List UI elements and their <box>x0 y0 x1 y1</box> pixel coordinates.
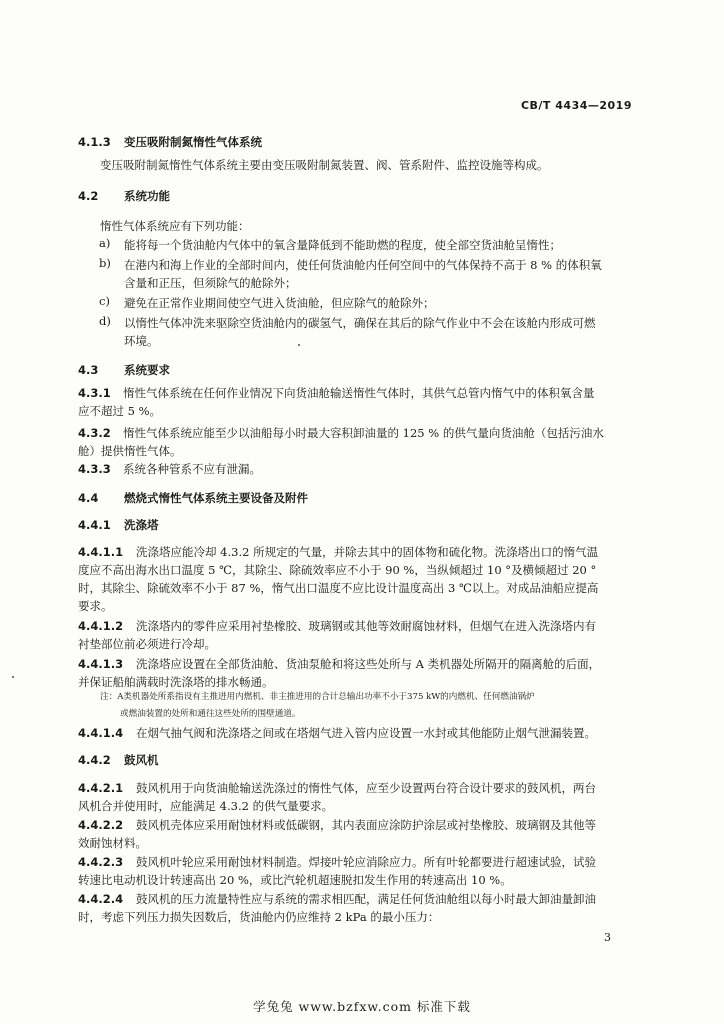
footer-watermark: 学兔兔 www.bzfxw.com 标准下载 <box>253 999 471 1014</box>
clause-4-4-2-2 <box>78 816 596 834</box>
heading-title: 洗涤塔 <box>124 518 159 532</box>
clause-text: 系统各种管系不应有泄漏。 <box>123 462 261 476</box>
clause-text: 惰性气体系统在任何作业情况下向货油舱输送惰性气体时，其供气总管内惰气中的体积氧含量 <box>123 386 595 400</box>
heading-4-2 <box>78 188 170 204</box>
clause-4-4-1-2 <box>78 617 596 635</box>
clause-text: 转速比电动机设计转速高出 20 %，或比汽轮机超速脱扣发生作用的转速高出 10 %。 <box>78 873 512 887</box>
clause-number: 4.3.2 <box>78 426 111 440</box>
list-item-text: 含量和正压，但须除气的舱除外； <box>124 276 297 290</box>
heading-number: 4.4 <box>78 491 99 505</box>
heading-title: 系统功能 <box>124 189 170 203</box>
note <box>100 689 535 705</box>
clause-number: 4.4.1.2 <box>78 619 124 633</box>
clause-text: 洗涤塔应能冷却 4.3.2 所规定的气量，并除去其中的固体物和硫化物。洗涤塔出口的惰气温 <box>136 545 599 559</box>
clause-4-4-2-1 <box>78 779 596 797</box>
heading-title: 系统要求 <box>124 363 170 377</box>
clause-4-4-1-3 <box>78 655 600 673</box>
clause-number: 4.4.2.3 <box>78 855 124 869</box>
clause-number: 4.4.1.4 <box>78 726 124 740</box>
standard-number: CB/T 4434—2019 <box>520 99 632 112</box>
scan-speck <box>12 676 14 678</box>
clause-4-4-1-1 <box>78 543 598 561</box>
clause-text: 洗涤塔应设置在全部货油舱、货油泵舱和将这些处所与 A 类机器处所隔开的隔离舱的后面， <box>136 657 601 671</box>
clause-number: 4.4.2.2 <box>78 818 124 832</box>
page-number: 3 <box>604 931 611 944</box>
clause-text: 要求。 <box>78 599 113 613</box>
clause-text: 应不超过 5 %。 <box>78 404 162 418</box>
clause-text: 惰性气体系统应能至少以油船每小时最大容积卸油量的 125 % 的供气量向货油舱（包括污油水 <box>123 426 604 440</box>
clause-text: 风机合并使用时，应能满足 4.3.2 的供气量要求。 <box>78 799 334 813</box>
list-label: d) <box>99 314 111 328</box>
paragraph: 惰性气体系统应有下列功能： <box>100 219 250 233</box>
clause-text: 时，其除尘、除硫效率不小于 87 %，惰气出口温度不应比设计温度高出 3 ℃以上。对成品油船应提高 <box>78 581 599 595</box>
clause-text: 洗涤塔内的零件应采用衬垫橡胶、玻璃钢或其他等效耐腐蚀材料，但烟气在进入洗涤塔内有 <box>136 619 596 633</box>
clause-number: 4.4.2.4 <box>78 892 124 906</box>
clause-text: 鼓风机用于向货油舱输送洗涤过的惰性气体，应至少设置两台符合设计要求的鼓风机，两台 <box>136 781 596 795</box>
list-item-text: 能将每一个货油舱内气体中的氧含量降低到不能助燃的程度，使全部空货油舱呈惰性； <box>124 238 561 252</box>
list-item-text: 以惰性气体冲洗来驱除空货油舱内的碳氢气，确保在其后的除气作业中不会在该舱内形成可燃 <box>124 316 596 330</box>
note-label: 注： <box>100 692 118 702</box>
clause-text: 舱）提供惰性气体。 <box>78 444 182 458</box>
clause-text: 并保证船舶满载时洗涤塔的排水畅通。 <box>78 675 274 689</box>
heading-title: 鼓风机 <box>124 753 159 767</box>
clause-4-3-3 <box>78 460 261 478</box>
clause-4-3-1 <box>78 384 595 402</box>
clause-number: 4.4.1.1 <box>78 545 124 559</box>
list-label: a) <box>99 236 111 250</box>
clause-text: 度应不高出海水出口温度 5 ℃，其除尘、除硫效率应不小于 90 %，当纵倾超过 10 °及横倾超过 20 ° <box>78 563 597 577</box>
heading-4-4 <box>78 490 308 506</box>
note-text: 或燃油装置的处所和通往这些处所的围壁通道。 <box>120 709 301 719</box>
heading-4-3 <box>78 362 170 378</box>
list-item-text: 避免在正常作业期间使空气进入货油舱，但应除气的舱除外； <box>124 296 435 310</box>
clause-4-3-2 <box>78 424 604 442</box>
heading-4-1-3 <box>78 134 262 150</box>
clause-number: 4.3.3 <box>78 462 111 476</box>
note-text: A类机器处所系指设有主推进用内燃机、非主推进用的合计总输出功率不小于375 kW的内燃机、任何燃油锅炉 <box>117 692 535 702</box>
clause-text: 衬垫部位前必须进行冷却。 <box>78 637 216 651</box>
scan-speck <box>298 344 300 346</box>
heading-4-4-1 <box>78 517 159 533</box>
clause-4-4-1-4 <box>78 724 596 742</box>
heading-title: 变压吸附制氮惰性气体系统 <box>124 135 262 149</box>
heading-number: 4.2 <box>78 189 99 203</box>
clause-text: 鼓风机叶轮应采用耐蚀材料制造。焊接叶轮应消除应力。所有叶轮都要进行超速试验，试验 <box>136 855 596 869</box>
list-label: b) <box>99 256 111 270</box>
paragraph: 变压吸附制氮惰性气体系统主要由变压吸附制氮装置、阀、管系附件、监控设施等构成。 <box>100 158 549 172</box>
clause-text: 鼓风机壳体应采用耐蚀材料或低碳钢，其内表面应涂防护涂层或衬垫橡胶、玻璃钢及其他等 <box>136 818 596 832</box>
list-item-text: 在港内和海上作业的全部时间内，使任何货油舱内任何空间中的气体保持不高于 8 % 的体积氧 <box>124 258 602 272</box>
clause-4-4-2-3 <box>78 853 596 871</box>
clause-text: 鼓风机的压力流量特性应与系统的需求相匹配，满足任何货油舱组以每小时最大卸油量卸油 <box>136 892 596 906</box>
clause-number: 4.4.1.3 <box>78 657 124 671</box>
clause-number: 4.4.2.1 <box>78 781 124 795</box>
heading-number: 4.1.3 <box>78 135 111 149</box>
list-item-text: 环境。 <box>124 334 159 348</box>
heading-number: 4.3 <box>78 363 99 377</box>
heading-title: 燃烧式惰性气体系统主要设备及附件 <box>124 491 308 505</box>
clause-text: 效耐蚀材料。 <box>78 836 147 850</box>
clause-number: 4.3.1 <box>78 386 111 400</box>
heading-number: 4.4.2 <box>78 753 111 767</box>
clause-text: 在烟气抽气阀和洗涤塔之间或在塔烟气进入管内应设置一水封或其他能防止烟气泄漏装置。 <box>136 726 596 740</box>
heading-4-4-2 <box>78 752 159 768</box>
clause-text: 时，考虑下列压力损失因数后，货油舱内仍应维持 2 kPa 的最小压力： <box>78 910 440 924</box>
heading-number: 4.4.1 <box>78 518 111 532</box>
clause-4-4-2-4 <box>78 890 596 908</box>
list-label: c) <box>99 294 110 308</box>
